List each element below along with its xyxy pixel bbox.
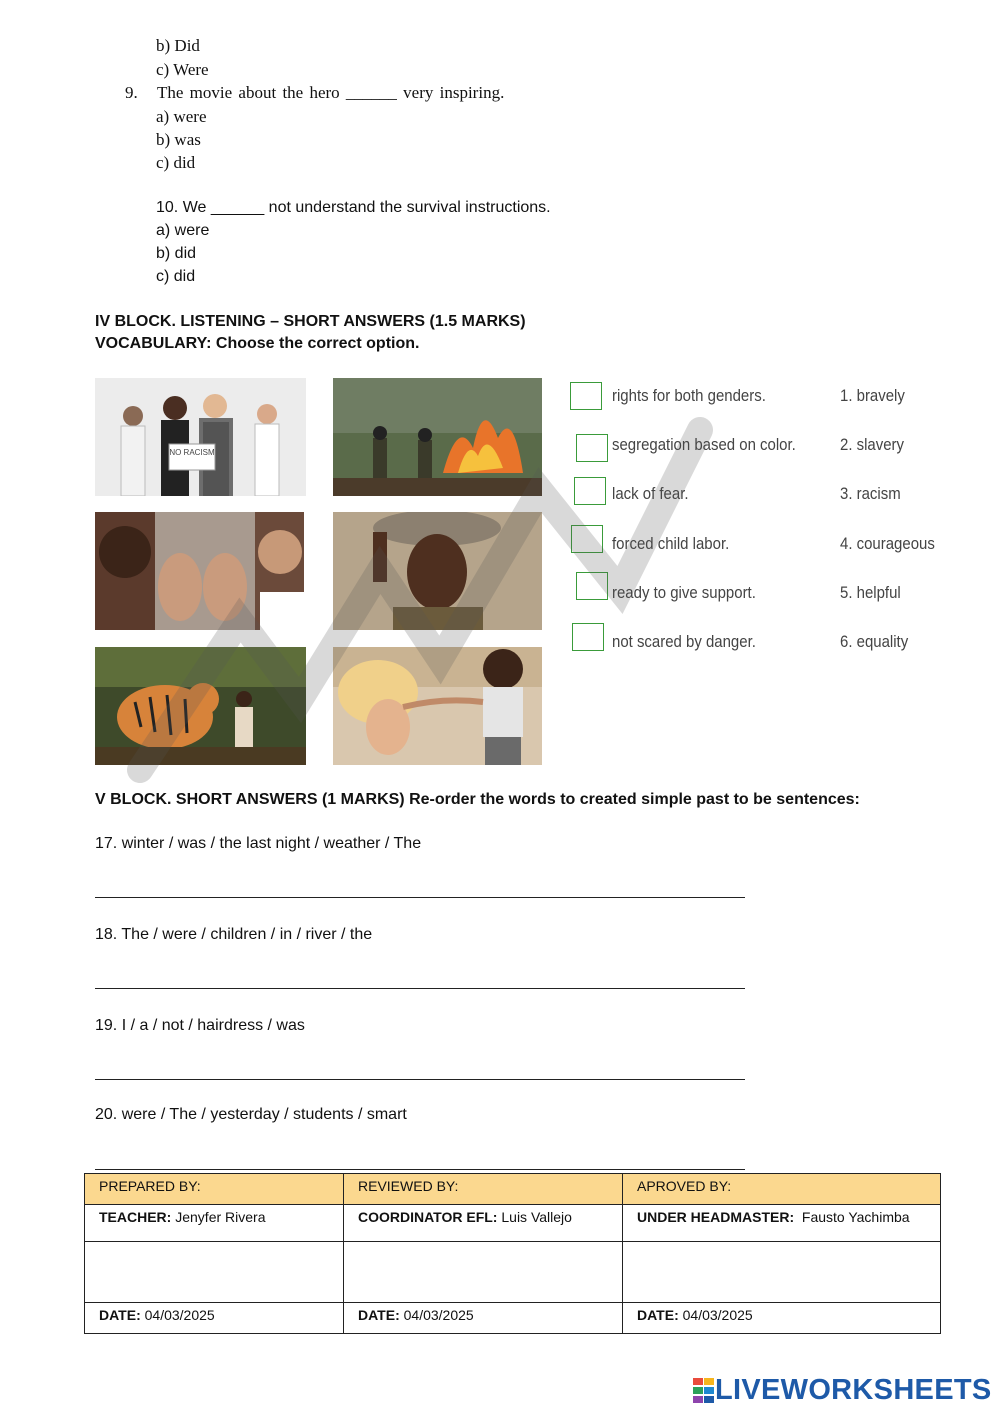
answer-line-18[interactable] xyxy=(95,988,745,989)
q9-text: The movie about the hero ______ very inspiring. xyxy=(157,83,505,102)
item-18: 18. The / were / children / in / river / the xyxy=(95,926,373,943)
block5-title: V BLOCK. SHORT ANSWERS (1 MARKS) Re-order the words to created simple past to be sentences: xyxy=(95,791,860,808)
word-4: 4. courageous xyxy=(840,534,935,553)
definition-4: forced child labor. xyxy=(612,534,730,553)
item-19: 19. I / a / not / hairdress / was xyxy=(95,1017,305,1034)
answer-box-6[interactable] xyxy=(572,623,604,651)
word-3: 3. racism xyxy=(840,484,901,503)
answer-box-5[interactable] xyxy=(576,572,608,600)
q8-option-b: b) Did xyxy=(156,36,200,55)
q10-option-a: a) were xyxy=(156,222,210,239)
item-20: 20. were / The / yesterday / students / smart xyxy=(95,1106,407,1123)
girl-and-tiger-photo xyxy=(95,647,306,765)
definition-1: rights for both genders. xyxy=(612,386,766,405)
answer-line-20[interactable] xyxy=(95,1169,745,1170)
coordinator-cell xyxy=(344,1205,623,1242)
hands-message-photo xyxy=(95,512,304,630)
liveworksheets-logo[interactable] xyxy=(693,1374,992,1407)
date-value-3: 04/03/2025 xyxy=(682,1307,753,1323)
date-label-2: DATE: xyxy=(358,1307,400,1323)
definition-3: lack of fear. xyxy=(612,484,689,503)
item-17: 17. winter / was / the last night / weather / The xyxy=(95,835,422,852)
signature-table xyxy=(84,1173,941,1334)
date-value-1: 04/03/2025 xyxy=(144,1307,215,1323)
liveworksheets-logo-text: LIVEWORKSHEETS xyxy=(715,1374,992,1406)
q9-option-b: b) was xyxy=(156,130,201,149)
approved-by-header: APROVED BY: xyxy=(623,1174,941,1205)
answer-box-1[interactable] xyxy=(570,382,602,410)
prepared-by-header: PREPARED BY: xyxy=(85,1174,344,1205)
date-cell-3 xyxy=(623,1303,941,1334)
word-2: 2. slavery xyxy=(840,435,905,454)
block4-title: IV BLOCK. LISTENING – SHORT ANSWERS (1.5 MARKS) xyxy=(95,313,526,330)
q9-number: 9. xyxy=(125,83,138,102)
date-label-1: DATE: xyxy=(99,1307,141,1323)
word-6: 6. equality xyxy=(840,632,909,651)
no-racism-group-photo xyxy=(95,378,306,496)
definition-2: segregation based on color. xyxy=(612,435,796,454)
date-cell-2 xyxy=(344,1303,623,1334)
helping-hand-photo xyxy=(333,647,542,765)
date-cell-1 xyxy=(85,1303,344,1334)
date-label-3: DATE: xyxy=(637,1307,679,1323)
word-1: 1. bravely xyxy=(840,386,905,405)
answer-box-3[interactable] xyxy=(574,477,606,505)
liveworksheets-logo-icon xyxy=(693,1378,715,1404)
reviewed-by-header: REVIEWED BY: xyxy=(344,1174,623,1205)
definition-5: ready to give support. xyxy=(612,583,756,602)
date-value-2: 04/03/2025 xyxy=(403,1307,474,1323)
q9-option-c: c) did xyxy=(156,153,196,172)
headmaster-cell xyxy=(623,1205,941,1242)
q8-option-c: c) Were xyxy=(156,60,209,79)
answer-box-4[interactable] xyxy=(571,525,603,553)
coordinator-name: Luis Vallejo xyxy=(501,1209,572,1225)
block4-instruction: VOCABULARY: Choose the correct option. xyxy=(95,335,420,352)
headmaster-name: Fausto Yachimba xyxy=(801,1209,910,1225)
answer-box-2[interactable] xyxy=(576,434,608,462)
coordinator-label: COORDINATOR EFL: xyxy=(358,1209,498,1225)
signature-space-1 xyxy=(85,1242,344,1303)
q10-text: 10. We ______ not understand the survival instructions. xyxy=(156,199,551,216)
word-5: 5. helpful xyxy=(840,583,901,602)
signature-space-3 xyxy=(623,1242,941,1303)
signature-space-2 xyxy=(344,1242,623,1303)
teacher-label: TEACHER: xyxy=(99,1209,172,1225)
teacher-name: Jenyfer Rivera xyxy=(175,1209,266,1225)
q10-option-b: b) did xyxy=(156,245,197,262)
q9-option-a: a) were xyxy=(156,107,207,126)
headmaster-label: UNDER HEADMASTER: xyxy=(637,1209,795,1225)
child-carrying-bowl-photo xyxy=(333,512,542,630)
answer-line-19[interactable] xyxy=(95,1079,745,1080)
no-racism-sign-text: NO RACISM xyxy=(169,448,215,457)
teacher-cell xyxy=(85,1205,344,1242)
answer-line-17[interactable] xyxy=(95,897,745,898)
definition-6: not scared by danger. xyxy=(612,632,756,651)
firefighters-photo xyxy=(333,378,542,496)
q10-option-c: c) did xyxy=(156,268,196,285)
